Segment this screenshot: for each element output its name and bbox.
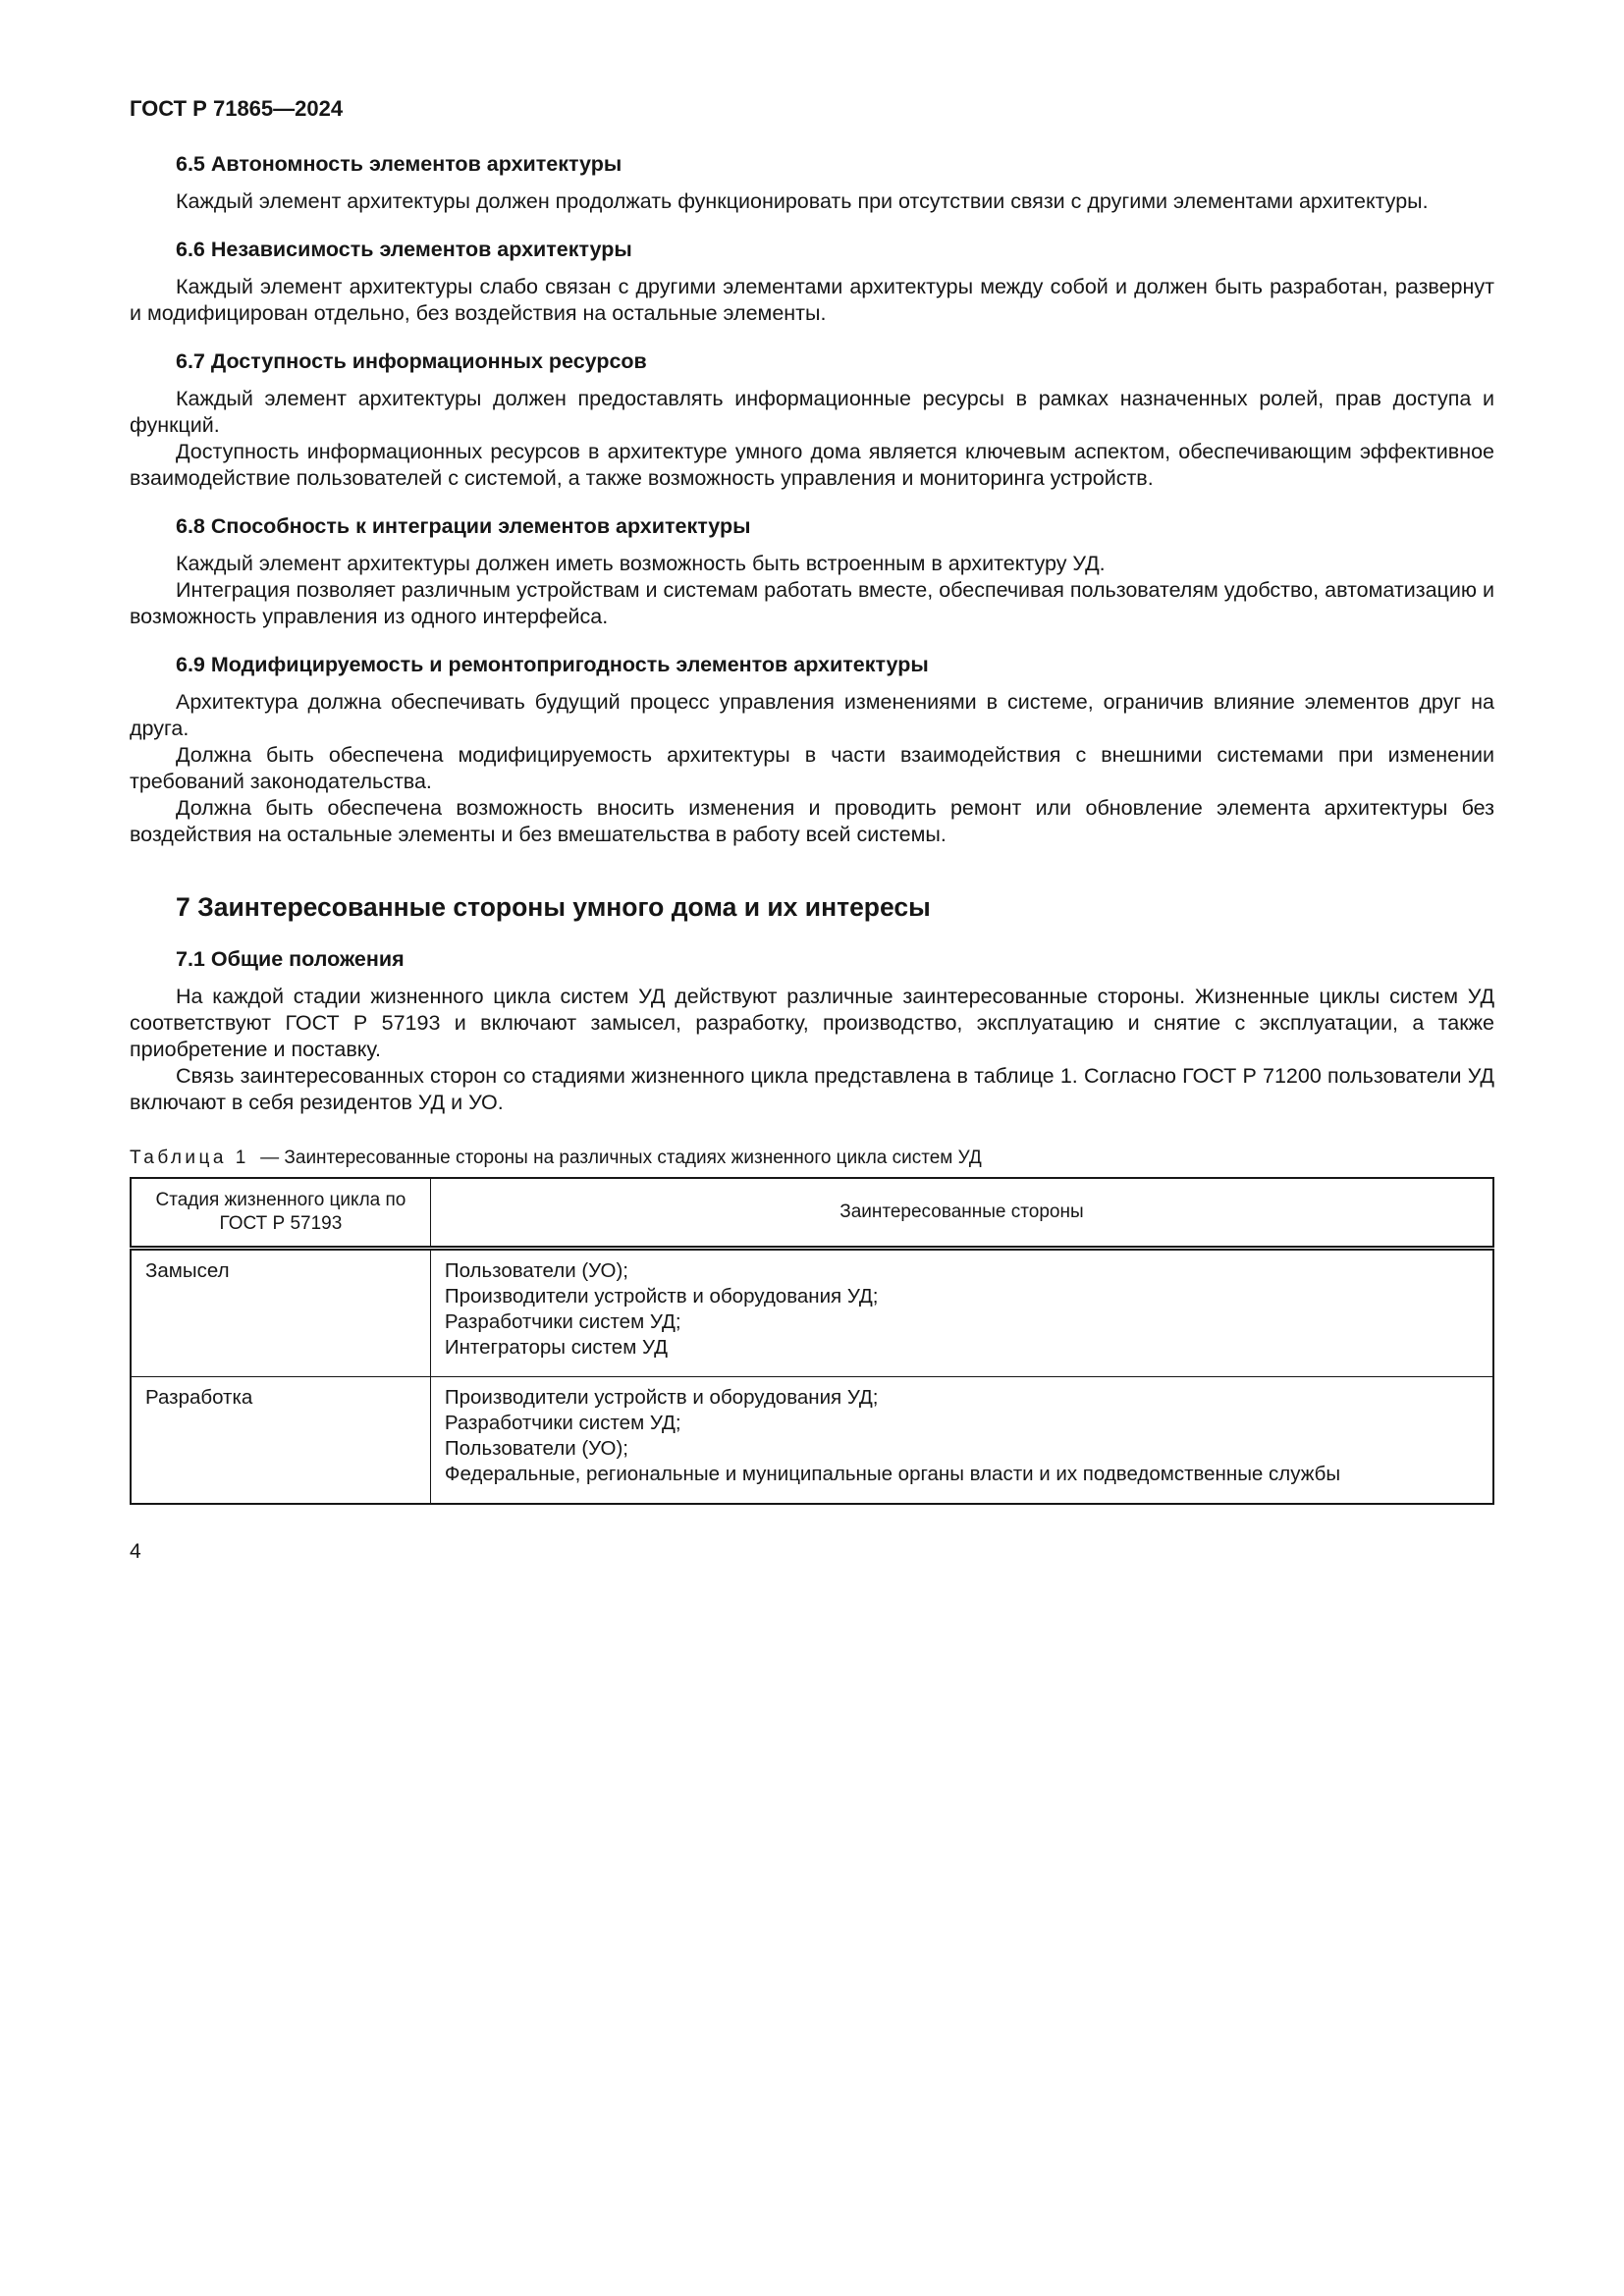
table-row xyxy=(131,1377,1493,1505)
paragraph: Каждый элемент архитектуры должен продолжать функционировать при отсутствии связи с другими элементами архитектуры. xyxy=(176,189,1429,213)
parties-cell xyxy=(430,1377,1493,1505)
table-body xyxy=(131,1249,1493,1505)
subsection-heading: 6.8 Способность к интеграции элементов архитектуры xyxy=(176,514,751,538)
paragraph: На каждой стадии жизненного цикла систем УД действуют различные заинтересованные стороны. Жизненные циклы систем УД соответствуют ГОСТ Р 57193 и включают замысел, разработку, производство, эксплуатацию и снятие с эксплуатации, а также приобретение и поставку. xyxy=(130,985,1494,1061)
subsection-heading: 6.7 Доступность информационных ресурсов xyxy=(176,349,647,373)
stage-cell: Замысел xyxy=(131,1249,430,1377)
subsection-heading: 7.1 Общие положения xyxy=(176,947,405,971)
party-item: Пользователи (УО); xyxy=(444,1437,628,1460)
subsection-heading: 6.5 Автономность элементов архитектуры xyxy=(176,152,623,176)
stage-column-header: Стадия жизненного цикла по ГОСТ Р 57193 xyxy=(131,1178,430,1249)
chapter-heading: 7 Заинтересованные стороны умного дома и их интересы xyxy=(176,892,931,922)
paragraph: Доступность информационных ресурсов в архитектуре умного дома является ключевым аспектом, обеспечивающим эффективное взаимодействие пользователей с системой, а также возможность управления и мониторинга устройств. xyxy=(130,440,1494,490)
paragraph: Должна быть обеспечена возможность вносить изменения и проводить ремонт или обновление элемента архитектуры без воздействия на остальные элементы и без вмешательства в работу всей системы. xyxy=(130,796,1494,846)
subsection-heading: 6.9 Модифицируемость и ремонтопригодность элементов архитектуры xyxy=(176,653,929,676)
party-item: Разработчики систем УД; xyxy=(444,1412,681,1434)
table-row xyxy=(131,1249,1493,1377)
paragraph: Каждый элемент архитектуры должен иметь возможность быть встроенным в архитектуру УД. xyxy=(176,552,1106,575)
stage-cell: Разработка xyxy=(131,1377,430,1505)
table-caption xyxy=(130,1148,1494,1169)
paragraph: Должна быть обеспечена модифицируемость архитектуры в части взаимодействия с внешними системами при изменении требований законодательства. xyxy=(130,743,1494,793)
paragraph: Каждый элемент архитектуры должен предоставлять информационные ресурсы в рамках назначенных ролей, прав доступа и функций. xyxy=(130,387,1494,437)
party-item: Интеграторы систем УД xyxy=(444,1336,668,1359)
parties-cell xyxy=(430,1249,1493,1377)
table-header-row xyxy=(131,1178,1493,1249)
document-content xyxy=(130,151,1494,1116)
paragraph: Архитектура должна обеспечивать будущий процесс управления изменениями в системе, ограничив влияние элементов друг на друга. xyxy=(130,690,1494,740)
party-item: Производители устройств и оборудования УД; xyxy=(444,1285,879,1308)
subsection-heading: 6.6 Независимость элементов архитектуры xyxy=(176,238,632,261)
table-caption-label: Таблица 1 xyxy=(130,1148,249,1168)
parties-column-header: Заинтересованные стороны xyxy=(430,1178,1493,1249)
page-number: 4 xyxy=(130,1540,141,1563)
party-item: Разработчики систем УД; xyxy=(444,1310,681,1333)
stakeholders-table xyxy=(130,1177,1494,1505)
party-item: Федеральные, региональные и муниципальные органы власти и их подведомственные службы xyxy=(444,1463,1341,1485)
paragraph: Интеграция позволяет различным устройствам и системам работать вместе, обеспечивая пользователям удобство, автоматизацию и возможность управления из одного интерфейса. xyxy=(130,578,1494,628)
paragraph: Связь заинтересованных сторон со стадиями жизненного цикла представлена в таблице 1. Согласно ГОСТ Р 71200 пользователи УД включают в себя резидентов УД и УО. xyxy=(130,1064,1494,1114)
party-item: Пользователи (УО); xyxy=(444,1259,628,1282)
table-caption-text: — Заинтересованные стороны на различных стадиях жизненного цикла систем УД xyxy=(260,1148,982,1168)
paragraph: Каждый элемент архитектуры слабо связан с другими элементами архитектуры между собой и должен быть разработан, развернут и модифицирован отдельно, без воздействия на остальные элементы. xyxy=(130,275,1494,325)
document-header: ГОСТ Р 71865—2024 xyxy=(130,96,344,121)
party-item: Производители устройств и оборудования УД; xyxy=(444,1386,879,1409)
